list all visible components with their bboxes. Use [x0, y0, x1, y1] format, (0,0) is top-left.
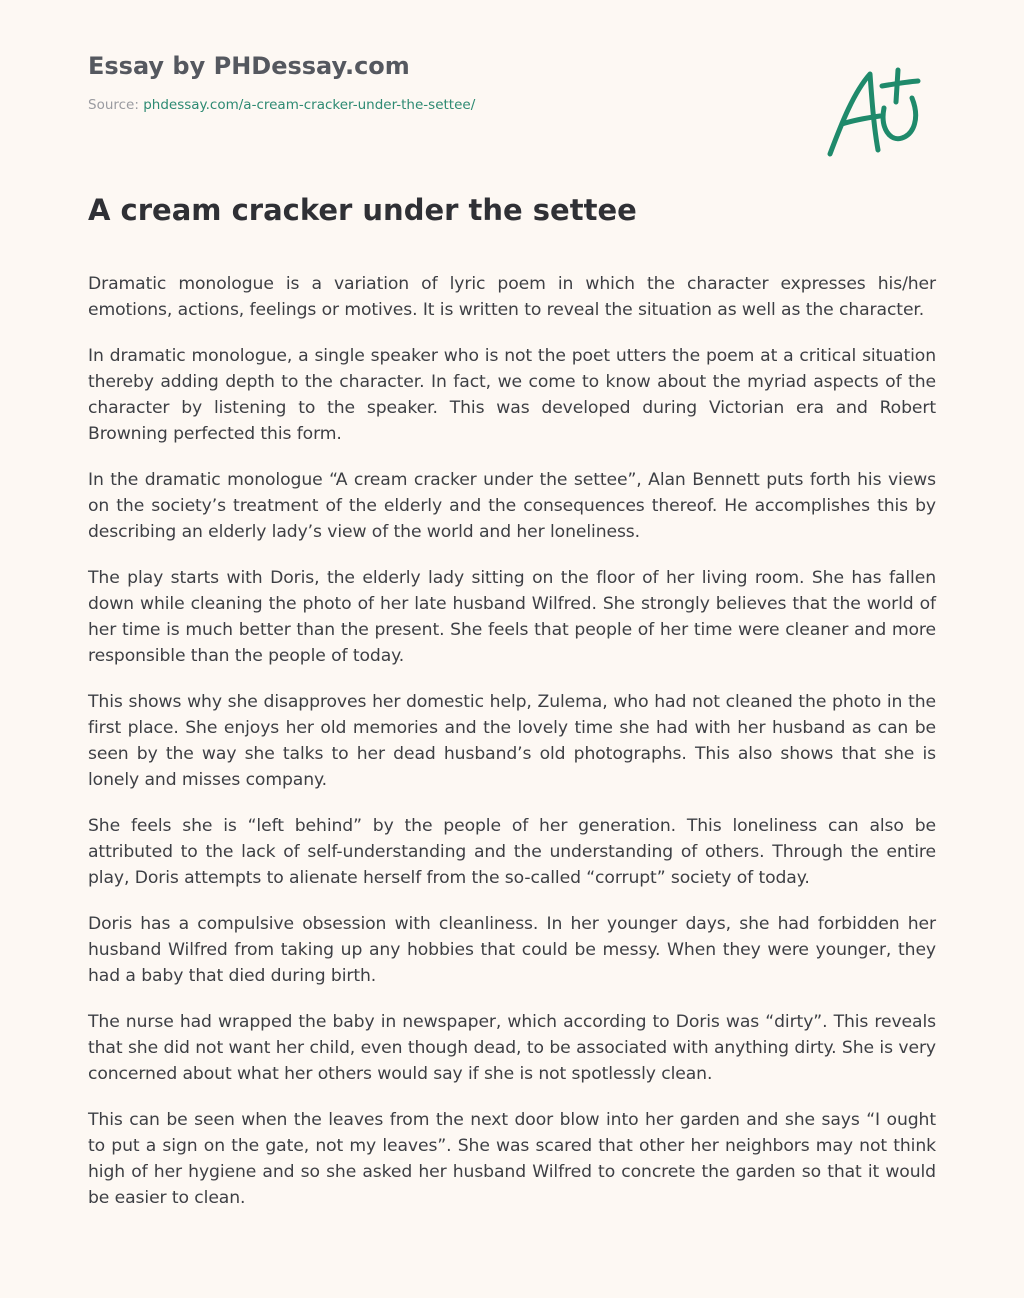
paragraph: This shows why she disapproves her domestic help, Zulema, who had not cleaned the photo in the first place. She enjoys her old memories and the lovely time she had with her husband as can be seen by the way she talks to her dead husband’s old photographs. This also shows that she is lonely and misses company.: [88, 692, 936, 790]
paragraph: Doris has a compulsive obsession with cleanliness. In her younger days, she had forbidden her husband Wilfred from taking up any hobbies that could be messy. When they were younger, they had a baby that died during birth.: [88, 914, 936, 986]
paragraph: She feels she is “left behind” by the people of her generation. This loneliness can also be attributed to the lack of self-understanding and the understanding of others. Through the entire play, Doris attempts to alienate herself from the so-called “corrupt” society of today.: [88, 816, 936, 888]
paragraph: The nurse had wrapped the baby in newspaper, which according to Doris was “dirty”. This reveals that she did not want her child, even though dead, to be associated with anything dirty. She is very concerned about what her others would say if she is not spotlessly clean.: [88, 1012, 936, 1084]
paragraph: The play starts with Doris, the elderly lady sitting on the floor of her living room. She has fallen down while cleaning the photo of her late husband Wilfred. She strongly believes that the world of her time is much better than the present. She feels that people of her time were cleaner and more responsible than the people of today.: [88, 568, 936, 666]
brand-title: Essay by PHDessay.com: [88, 52, 410, 80]
source-link[interactable]: phdessay.com/a-cream-cracker-under-the-settee/: [143, 97, 476, 113]
paragraph: This can be seen when the leaves from the next door blow into her garden and she says “I ought to put a sign on the gate, not my leaves”. She was scared that other her neighbors may not think high of her hygiene and so she asked her husband Wilfred to concrete the garden so that it would be easier to clean.: [88, 1110, 936, 1208]
paragraph: In the dramatic monologue “A cream cracker under the settee”, Alan Bennett puts forth his views on the society’s treatment of the elderly and the consequences thereof. He accomplishes this by describing an elderly lady’s view of the world and her loneliness.: [88, 470, 936, 542]
a-plus-grade-icon: [820, 62, 930, 162]
paragraph: In dramatic monologue, a single speaker who is not the poet utters the poem at a critical situation thereby adding depth to the character. In fact, we come to know about the myriad aspects of the character by listening to the speaker. This was developed during Victorian era and Robert Browning perfected this form.: [88, 346, 936, 444]
page-header: [88, 48, 475, 114]
source-line: [88, 96, 475, 114]
paragraph: Dramatic monologue is a variation of lyric poem in which the character expresses his/her emotions, actions, feelings or motives. It is written to reveal the situation as well as the character.: [88, 274, 936, 320]
article-body: [88, 271, 936, 1231]
article-title: A cream cracker under the settee: [88, 193, 637, 227]
source-label: Source:: [88, 97, 144, 113]
